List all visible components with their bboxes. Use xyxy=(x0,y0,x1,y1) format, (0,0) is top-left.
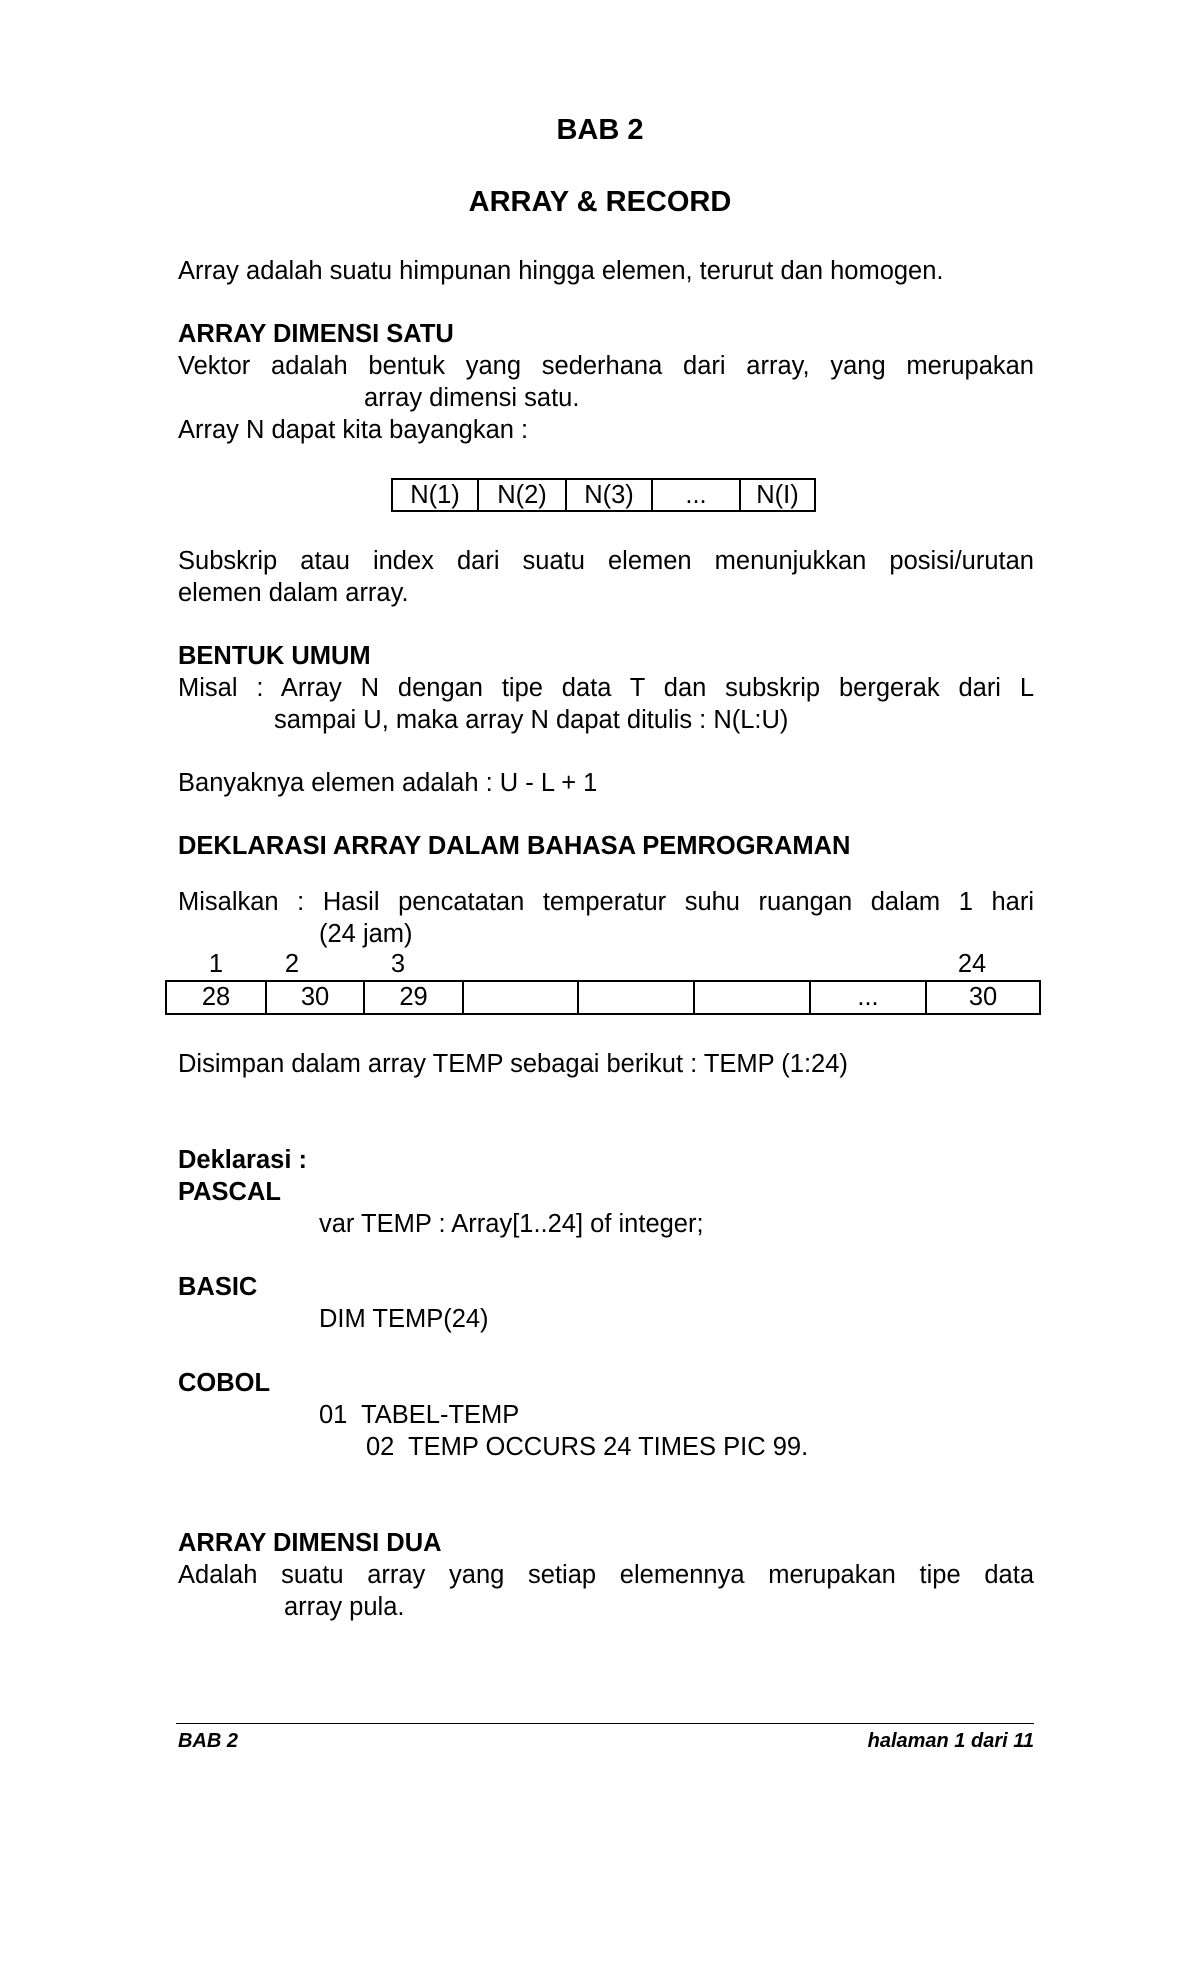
cobol-label: COBOL xyxy=(178,1369,271,1397)
subskrip-text-line2: elemen dalam array. xyxy=(178,579,409,607)
dimensi-dua-text-line2: array pula. xyxy=(284,1593,405,1621)
deklarasi-label: Deklarasi : xyxy=(178,1146,307,1174)
vektor-text-line1: Vektor adalah bentuk yang sederhana dari array, yang merupakan xyxy=(178,352,1034,380)
heading-deklarasi-array: DEKLARASI ARRAY DALAM BAHASA PEMROGRAMAN xyxy=(178,832,851,860)
temp-cell xyxy=(695,982,811,1013)
page-title: ARRAY & RECORD xyxy=(468,186,732,218)
misalkan-text-line2: (24 jam) xyxy=(319,920,413,948)
array-n-cell: N(1) xyxy=(393,480,479,510)
subskrip-text-line1: Subskrip atau index dari suatu elemen menunjukkan posisi/urutan xyxy=(178,547,1034,575)
chapter-title: BAB 2 xyxy=(556,114,644,146)
pascal-code: var TEMP : Array[1..24] of integer; xyxy=(319,1210,704,1238)
heading-bentuk-umum: BENTUK UMUM xyxy=(178,642,371,670)
misalkan-text-line1: Misalkan : Hasil pencatatan temperatur suhu ruangan dalam 1 hari xyxy=(178,888,1034,916)
basic-label: BASIC xyxy=(178,1273,258,1301)
array-n-text: Array N dapat kita bayangkan : xyxy=(178,416,529,444)
heading-array-dimensi-satu: ARRAY DIMENSI SATU xyxy=(178,320,454,348)
temp-cell xyxy=(464,982,579,1013)
array-n-cell: N(3) xyxy=(567,480,653,510)
temp-cell: ... xyxy=(811,982,927,1013)
temp-array-diagram xyxy=(165,980,1041,1015)
heading-array-dimensi-dua: ARRAY DIMENSI DUA xyxy=(178,1529,442,1557)
temp-index-label: 2 xyxy=(284,950,300,978)
footer-rule xyxy=(176,1723,1034,1724)
misal-text-line1: Misal : Array N dengan tipe data T dan subskrip bergerak dari L xyxy=(178,674,1034,702)
cobol-code-line1: 01 TABEL-TEMP xyxy=(319,1401,520,1429)
array-n-cell: ... xyxy=(653,480,741,510)
footer-chapter: BAB 2 xyxy=(178,1730,239,1752)
dimensi-dua-text-line1: Adalah suatu array yang setiap elemennya merupakan tipe data xyxy=(178,1561,1034,1589)
temp-index-label: 24 xyxy=(957,950,987,978)
disimpan-text: Disimpan dalam array TEMP sebagai berikut : TEMP (1:24) xyxy=(178,1050,848,1078)
footer-page-number: halaman 1 dari 11 xyxy=(867,1730,1034,1752)
temp-cell: 30 xyxy=(968,983,998,1011)
temp-cell: 29 xyxy=(365,982,464,1013)
pascal-label: PASCAL xyxy=(178,1178,281,1206)
array-n-diagram xyxy=(391,478,816,512)
intro-text: Array adalah suatu himpunan hingga elemen, terurut dan homogen. xyxy=(178,257,944,285)
temp-cell: 30 xyxy=(267,982,365,1013)
array-n-cell: N(2) xyxy=(479,480,567,510)
basic-code: DIM TEMP(24) xyxy=(319,1305,489,1333)
cobol-code-line2: 02 TEMP OCCURS 24 TIMES PIC 99. xyxy=(366,1433,809,1461)
element-count-text: Banyaknya elemen adalah : U - L + 1 xyxy=(178,769,598,797)
temp-cell xyxy=(579,982,695,1013)
vektor-text-line2: array dimensi satu. xyxy=(364,384,580,412)
array-n-cell: N(I) xyxy=(756,481,799,509)
temp-index-label: 3 xyxy=(390,950,406,978)
misal-text-line2: sampai U, maka array N dapat ditulis : N(L:U) xyxy=(274,706,789,734)
temp-cell: 28 xyxy=(167,982,267,1013)
temp-index-label: 1 xyxy=(208,950,224,978)
